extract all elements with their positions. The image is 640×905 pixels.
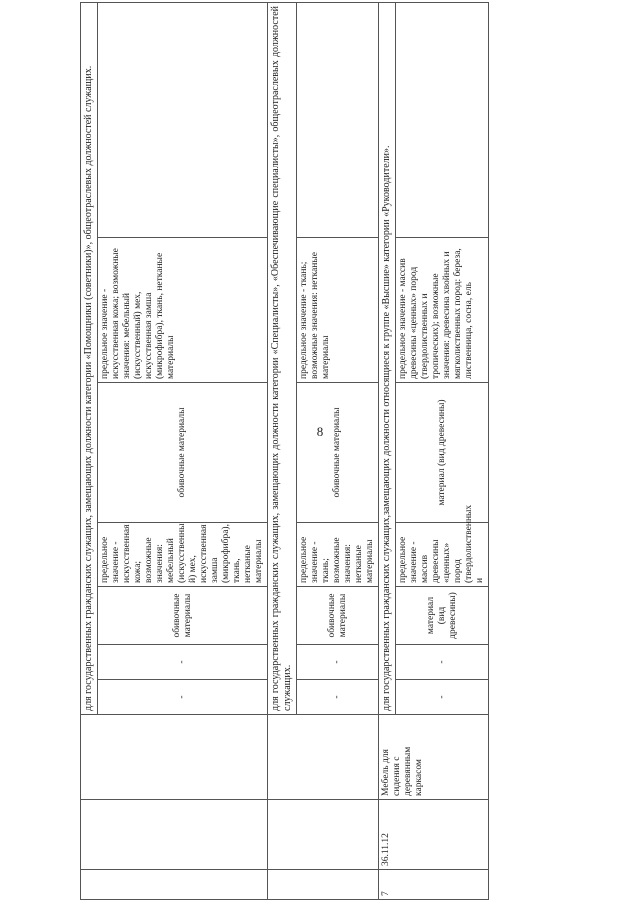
dash-cell: -: [396, 645, 489, 680]
row-number-cell: [268, 870, 379, 900]
material-cell: материал (вид древесины): [396, 383, 489, 523]
table-row: [268, 2, 297, 899]
material-cell: обивочные материалы: [297, 383, 379, 523]
material-cell: обивочные материалы: [98, 587, 268, 645]
blank-cell: [98, 2, 268, 237]
name-cell: Мебель для сидения с деревянным каркасом: [379, 715, 489, 800]
section-header: для государственных гражданских служащих,замещающих должности относящиеся к группе «Высшие» категории «Руководители».: [379, 2, 396, 714]
code-cell: [268, 800, 379, 870]
value-cell: предельное значение - ткань; возможные значения: нетканые материалы: [297, 238, 379, 383]
material-cell: обивочные материалы: [297, 587, 379, 645]
table-row: [81, 2, 98, 899]
name-cell: [81, 715, 268, 800]
dash-cell: -: [98, 680, 268, 715]
row-number-cell: 7: [379, 870, 489, 900]
furniture-requirements-table: [80, 2, 489, 900]
blank-cell: [396, 2, 489, 237]
dash-cell: -: [98, 645, 268, 680]
section-header: для государственных гражданских служащих, замещающих должности категории «Специалисты», «Обеспечивающие специалисты», общеотраслевых должностей служащих.: [268, 2, 297, 714]
value-cell: предельное значение - искусственная кожа; возможные значения: мебельный (искусственный) мех, искусственная замша (микрофибра), ткань, нетканые материалы: [98, 238, 268, 383]
name-cell: [268, 715, 379, 800]
material-cell: обивочные материалы: [98, 383, 268, 523]
page-number: 8: [316, 424, 324, 439]
code-cell: [81, 800, 268, 870]
table-row: [379, 2, 396, 899]
dash-cell: -: [396, 680, 489, 715]
row-number-cell: [81, 870, 268, 900]
code-cell: 36.11.12: [379, 800, 489, 870]
blank-cell: [297, 2, 379, 237]
dash-cell: -: [297, 680, 379, 715]
value-cell: предельное значение - массив древесины «ценных» пород (твердолиственных и: [396, 523, 489, 587]
value-cell: предельное значение - массив древесины «ценных» пород (твердолиственных и тропических); возможные значения: древесина хвойных и мягколиственных пород: береза, лиственница, сосна, ель: [396, 238, 489, 383]
section-header: для государственных гражданских служащих, замещающих должности категории «Помощники (советники)», общеотраслевых должностей служащих.: [81, 2, 98, 714]
material-cell: материал (вид древесины): [396, 587, 489, 645]
value-cell: предельное значение - ткань; возможные значения: нетканые материалы: [297, 523, 379, 587]
value-cell: предельное значение - искусственная кожа; возможные значения: мебельный (искусственны й) мех, искусственная замша (микрофибра), ткань, нетканые материалы: [98, 523, 268, 587]
dash-cell: -: [297, 645, 379, 680]
